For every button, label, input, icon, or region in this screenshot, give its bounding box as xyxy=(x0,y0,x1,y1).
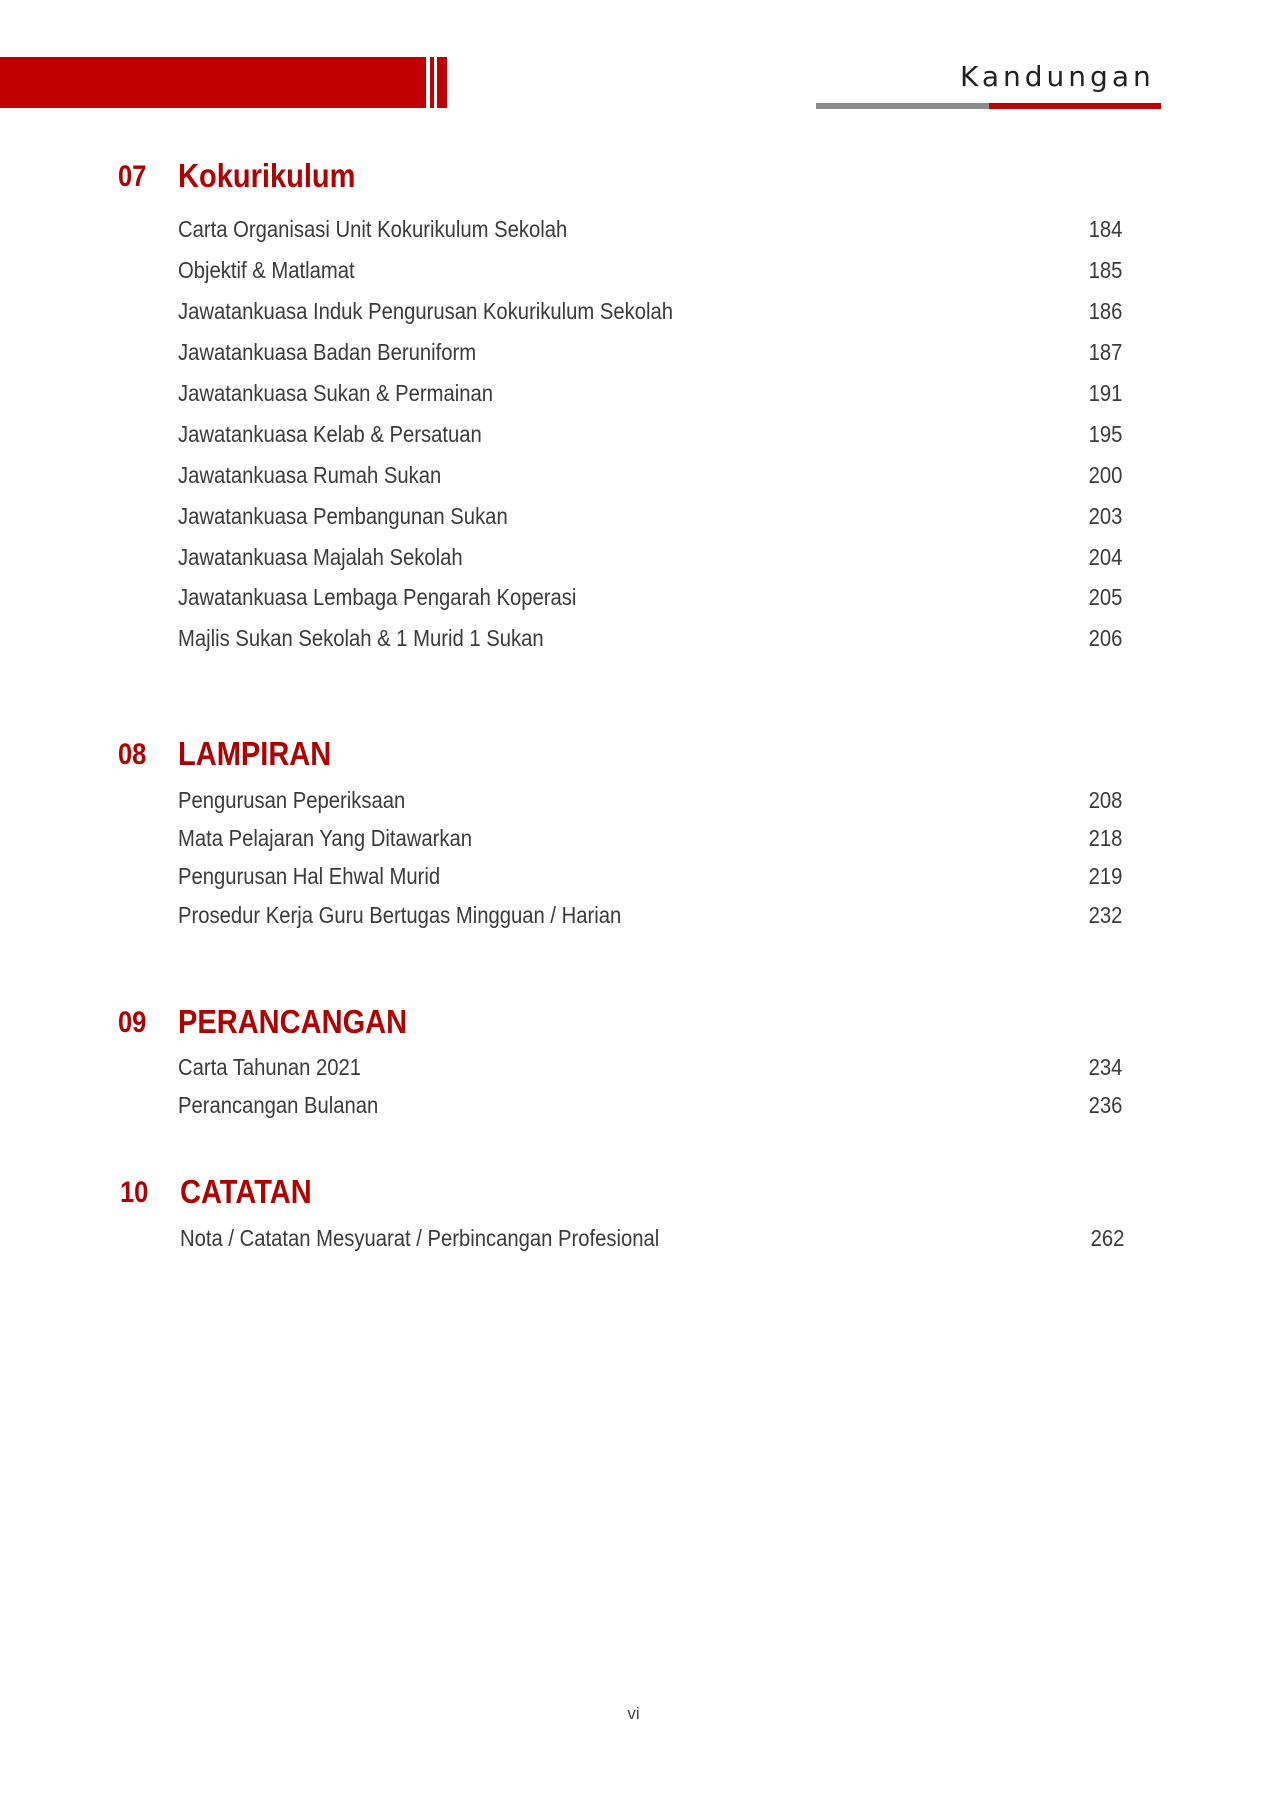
toc-item-page: 185 xyxy=(1088,256,1122,283)
section-number: 08 xyxy=(118,738,147,771)
toc-item[interactable] xyxy=(178,823,1122,853)
toc-item-page: 200 xyxy=(1088,461,1122,488)
toc-item-page: 191 xyxy=(1088,379,1122,406)
toc-item[interactable] xyxy=(178,337,1122,367)
toc-item-page: 218 xyxy=(1088,824,1122,851)
toc-item[interactable] xyxy=(178,460,1122,490)
header-red-block xyxy=(437,57,447,108)
section-title: Kokurikulum xyxy=(178,157,356,194)
toc-item[interactable] xyxy=(178,296,1122,326)
toc-item-page: 187 xyxy=(1088,338,1122,365)
toc-item-page: 219 xyxy=(1088,862,1122,889)
toc-item-label: Majlis Sukan Sekolah & 1 Murid 1 Sukan xyxy=(178,624,544,651)
toc-item-label: Pengurusan Hal Ehwal Murid xyxy=(178,862,441,889)
toc-item-label: Jawatankuasa Rumah Sukan xyxy=(178,461,442,488)
toc-item-label: Pengurusan Peperiksaan xyxy=(178,786,406,813)
toc-item-label: Objektif & Matlamat xyxy=(178,256,355,283)
toc-item[interactable] xyxy=(178,623,1122,653)
toc-item[interactable] xyxy=(180,1223,1124,1253)
toc-item-label: Jawatankuasa Induk Pengurusan Kokurikulum Sekolah xyxy=(178,297,674,324)
toc-item[interactable] xyxy=(178,1090,1122,1120)
toc-item[interactable] xyxy=(178,900,1122,930)
section-number: 07 xyxy=(118,160,147,193)
toc-item-page: 234 xyxy=(1088,1053,1122,1080)
toc-item[interactable] xyxy=(178,542,1122,572)
section-number: 10 xyxy=(120,1176,149,1209)
toc-item[interactable] xyxy=(178,255,1122,285)
section-title: LAMPIRAN xyxy=(178,735,332,772)
toc-item-page: 204 xyxy=(1088,543,1122,570)
header-red-stripe xyxy=(430,57,434,108)
toc-item-page: 186 xyxy=(1088,297,1122,324)
toc-item-page: 262 xyxy=(1090,1224,1124,1251)
toc-item-page: 184 xyxy=(1088,215,1122,242)
toc-item-page: 195 xyxy=(1088,420,1122,447)
toc-item-label: Jawatankuasa Pembangunan Sukan xyxy=(178,502,508,529)
toc-item[interactable] xyxy=(178,378,1122,408)
page-title: Kandungan xyxy=(960,60,1155,93)
toc-item[interactable] xyxy=(178,419,1122,449)
page-number: vi xyxy=(627,1704,640,1723)
toc-item[interactable] xyxy=(178,501,1122,531)
toc-item-label: Nota / Catatan Mesyuarat / Perbincangan Profesional xyxy=(180,1224,660,1251)
toc-item-label: Jawatankuasa Lembaga Pengarah Koperasi xyxy=(178,583,577,610)
section-number: 09 xyxy=(118,1006,147,1039)
title-underline-grey xyxy=(816,103,989,109)
toc-item-label: Jawatankuasa Sukan & Permainan xyxy=(178,379,494,406)
toc-item-label: Perancangan Bulanan xyxy=(178,1091,379,1118)
title-underline-red xyxy=(989,103,1161,109)
toc-item-label: Prosedur Kerja Guru Bertugas Mingguan / Harian xyxy=(178,901,622,928)
toc-item[interactable] xyxy=(178,861,1122,891)
toc-item-label: Jawatankuasa Majalah Sekolah xyxy=(178,543,463,570)
toc-item-page: 232 xyxy=(1088,901,1122,928)
toc-item[interactable] xyxy=(178,785,1122,815)
toc-item-page: 203 xyxy=(1088,502,1122,529)
toc-item[interactable] xyxy=(178,214,1122,244)
header-red-bar xyxy=(0,57,426,108)
toc-item[interactable] xyxy=(178,582,1122,612)
toc-item-page: 205 xyxy=(1088,583,1122,610)
toc-item-page: 206 xyxy=(1088,624,1122,651)
toc-item-label: Carta Tahunan 2021 xyxy=(178,1053,362,1080)
toc-item-label: Carta Organisasi Unit Kokurikulum Sekolah xyxy=(178,215,568,242)
section-title: CATATAN xyxy=(180,1173,312,1210)
section-title: PERANCANGAN xyxy=(178,1003,408,1040)
toc-item-label: Mata Pelajaran Yang Ditawarkan xyxy=(178,824,473,851)
toc-item-page: 236 xyxy=(1088,1091,1122,1118)
toc-item-page: 208 xyxy=(1088,786,1122,813)
toc-item-label: Jawatankuasa Kelab & Persatuan xyxy=(178,420,482,447)
toc-item[interactable] xyxy=(178,1052,1122,1082)
toc-item-label: Jawatankuasa Badan Beruniform xyxy=(178,338,477,365)
